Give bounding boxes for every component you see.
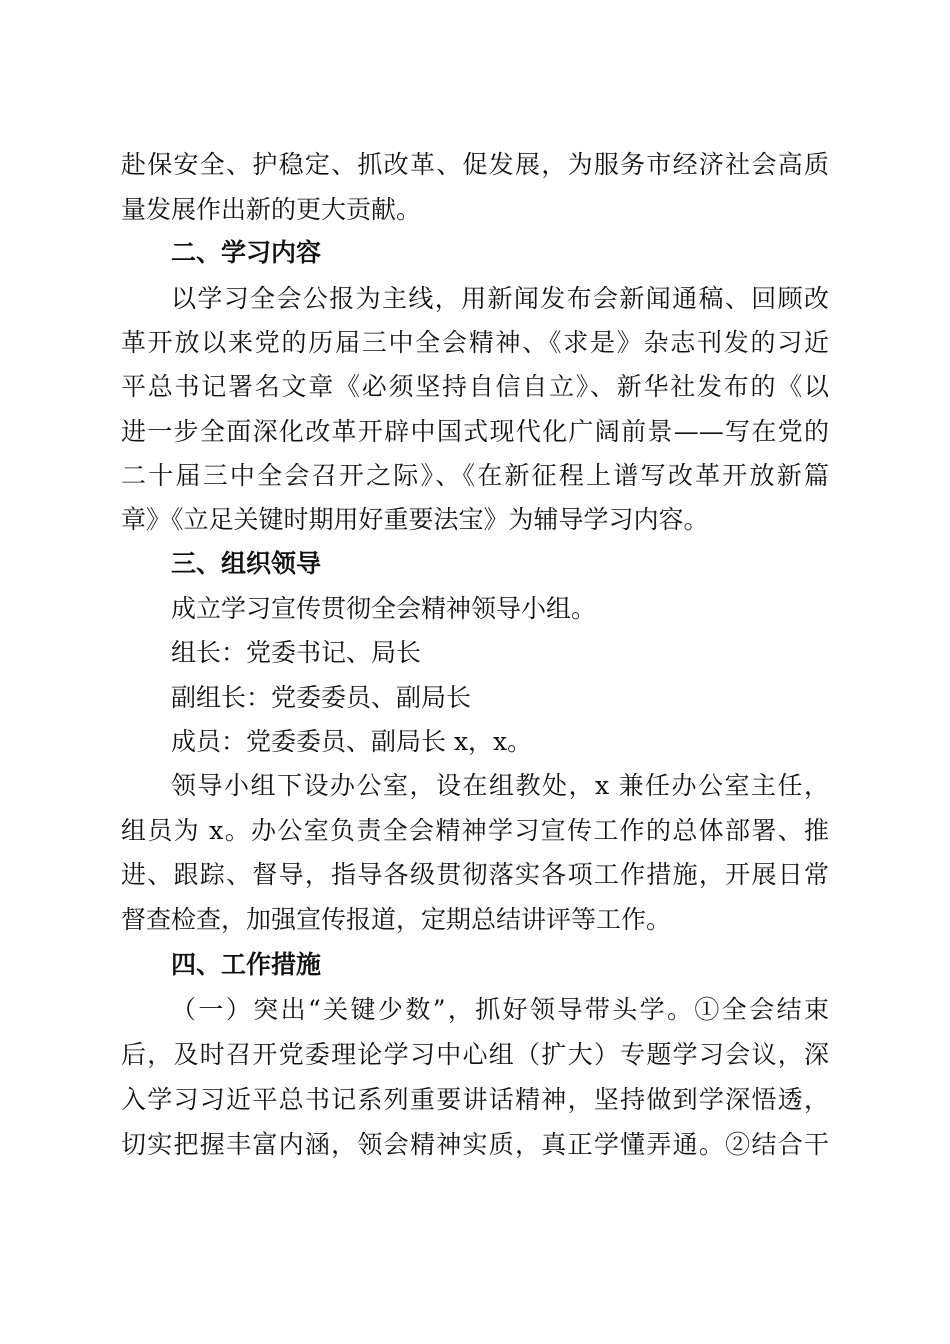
section-heading: 四、工作措施	[171, 950, 322, 979]
section-heading: 二、学习内容	[171, 238, 322, 267]
body-text-line: 二十届三中全会召开之际》、《在新征程上谱写改革开放新篇	[121, 461, 829, 490]
body-text-line: 平总书记署名文章《必须坚持自信自立》、新华社发布的《以	[121, 372, 829, 401]
body-text-line: 成员：党委委员、副局长 x，x。	[171, 727, 533, 756]
body-text-line: 进、跟踪、督导，指导各级贯彻落实各项工作措施，开展日常	[121, 860, 829, 889]
body-text-line: 量发展作出新的更大贡献。	[121, 195, 422, 224]
body-text-line: 革开放以来党的历届三中全会精神、《求是》杂志刊发的习近	[121, 328, 829, 357]
section-heading: 三、组织领导	[171, 549, 322, 578]
body-text-line: 入学习习近平总书记系列重要讲话精神，坚持做到学深悟透，	[121, 1085, 829, 1114]
body-text-line: 章》《立足关键时期用好重要法宝》为辅导学习内容。	[121, 505, 709, 534]
body-text-line: 切实把握丰富内涵，领会精神实质，真正学懂弄通。②结合干	[121, 1130, 829, 1159]
body-text-line: 后，及时召开党委理论学习中心组（扩大）专题学习会议，深	[121, 1040, 829, 1069]
body-text-line: 以学习全会公报为主线，用新闻发布会新闻通稿、回顾改	[171, 284, 829, 313]
body-text-line: （一）突出“关键少数”，抓好领导带头学。①全会结束	[171, 995, 829, 1024]
body-text-line: 进一步全面深化改革开辟中国式现代化广阔前景——写在党的	[121, 417, 829, 446]
body-text-line: 领导小组下设办公室，设在组教处，x 兼任办公室主任，	[171, 771, 829, 800]
body-text-line: 督查检查，加强宣传报道，定期总结讲评等工作。	[121, 905, 672, 934]
body-text-line: 成立学习宣传贯彻全会精神领导小组。	[171, 594, 597, 623]
body-text-line: 组长：党委书记、局长	[171, 638, 422, 667]
body-text-line: 赴保安全、护稳定、抓改革、促发展，为服务市经济社会高质	[121, 150, 829, 179]
body-text-line: 副组长：党委委员、副局长	[171, 683, 472, 712]
body-text-line: 组员为 x。办公室负责全会精神学习宣传工作的总体部署、推	[121, 816, 829, 845]
